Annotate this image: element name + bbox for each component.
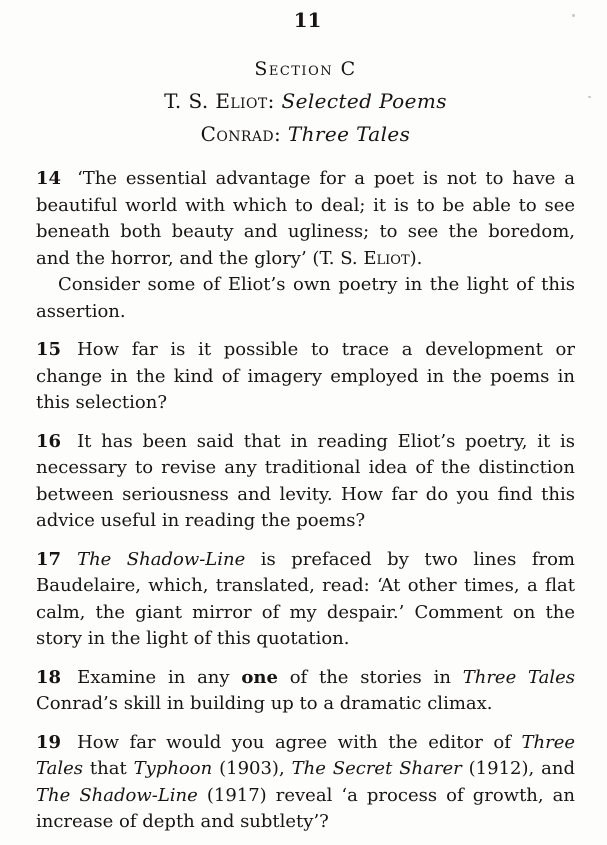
question-paragraph bbox=[36, 166, 575, 272]
question-text bbox=[36, 732, 575, 833]
question-number: 18 bbox=[36, 666, 62, 688]
page-number: 11 bbox=[293, 8, 322, 32]
text-segment: Eliot bbox=[215, 89, 268, 113]
text-segment: that bbox=[83, 758, 134, 779]
text-segment: T. S. bbox=[164, 89, 216, 113]
question-number: 17 bbox=[36, 548, 62, 570]
text-segment: Section C bbox=[254, 58, 357, 80]
scan-speck bbox=[588, 96, 591, 98]
scan-speck bbox=[572, 14, 575, 17]
text-segment: Conrad’s skill in building up to a dramatic climax. bbox=[36, 693, 493, 714]
question-number: 19 bbox=[36, 731, 62, 753]
text-segment: It has been said that in reading Eliot’s poetry, it is necessary to revise any traditional idea of the distinction between seriousness and levity. How far do you find this advice useful in reading the poems? bbox=[36, 430, 575, 531]
text-segment: Examine in any bbox=[77, 666, 242, 688]
question-text bbox=[36, 549, 575, 650]
text-segment: one bbox=[241, 666, 278, 688]
text-segment: How far is it possible to trace a development or change in the kind of imagery employed in the poems in this selection? bbox=[36, 339, 575, 413]
text-segment: Selected Poems bbox=[281, 89, 447, 113]
text-segment: ‘The essential advantage for a poet is not to have a beautiful world with which to deal; it is to be able to see beneath both beauty and ugliness; to see the boredom, and the horror, and the glory’ (T. S. bbox=[36, 168, 575, 269]
text-segment: Consider some of Eliot’s own poetry in the light of this assertion. bbox=[36, 274, 575, 322]
question-17 bbox=[36, 547, 575, 653]
text-segment: The Shadow-Line bbox=[36, 784, 198, 806]
question-18 bbox=[36, 665, 575, 718]
text-segment: (1917) reveal ‘a process of growth, an increase of depth and subtlety’? bbox=[36, 784, 575, 832]
question-paragraph bbox=[36, 547, 575, 653]
text-segment: (1912), and bbox=[461, 758, 575, 779]
text-segment: ). bbox=[409, 247, 423, 269]
question-text bbox=[36, 168, 575, 269]
questions-list bbox=[36, 166, 575, 836]
section-heading bbox=[36, 58, 575, 80]
question-number: 15 bbox=[36, 339, 62, 360]
text-segment: The Secret Sharer bbox=[291, 758, 462, 779]
text-segment: Typhoon bbox=[133, 758, 213, 779]
question-number: 16 bbox=[36, 430, 62, 452]
question-14 bbox=[36, 166, 575, 325]
text-segment: of the stories in bbox=[277, 666, 463, 688]
subject-line-eliot bbox=[36, 89, 575, 113]
text-segment: Conrad bbox=[200, 122, 274, 146]
question-paragraph bbox=[36, 730, 575, 836]
question-text bbox=[36, 667, 575, 715]
subject-line-conrad bbox=[36, 122, 575, 146]
question-19 bbox=[36, 730, 575, 836]
question-paragraph bbox=[36, 337, 575, 417]
text-segment: (1903), bbox=[212, 758, 292, 779]
text-segment: Three Tales bbox=[36, 731, 575, 779]
text-segment: The Shadow-Line bbox=[77, 548, 246, 570]
question-text bbox=[36, 339, 575, 413]
text-segment: : bbox=[267, 89, 282, 113]
text-segment: Eliot bbox=[363, 247, 410, 269]
text-segment: Three Tales bbox=[287, 122, 411, 146]
question-paragraph bbox=[36, 429, 575, 535]
question-number: 14 bbox=[36, 168, 62, 189]
text-segment: is prefaced by two lines from Baudelaire, which, translated, read: ‘At other times, a flat calm, the giant mirror of my despair.’ Comment on the story in the light of this quotation. bbox=[36, 548, 576, 649]
question-text bbox=[36, 431, 575, 532]
text-segment: How far would you agree with the editor of bbox=[77, 731, 522, 753]
question-paragraph bbox=[36, 665, 575, 718]
question-paragraph bbox=[36, 272, 575, 325]
text-segment: : bbox=[273, 122, 288, 146]
question-16 bbox=[36, 429, 575, 535]
text-segment: Three Tales bbox=[462, 666, 575, 688]
question-15 bbox=[36, 337, 575, 417]
